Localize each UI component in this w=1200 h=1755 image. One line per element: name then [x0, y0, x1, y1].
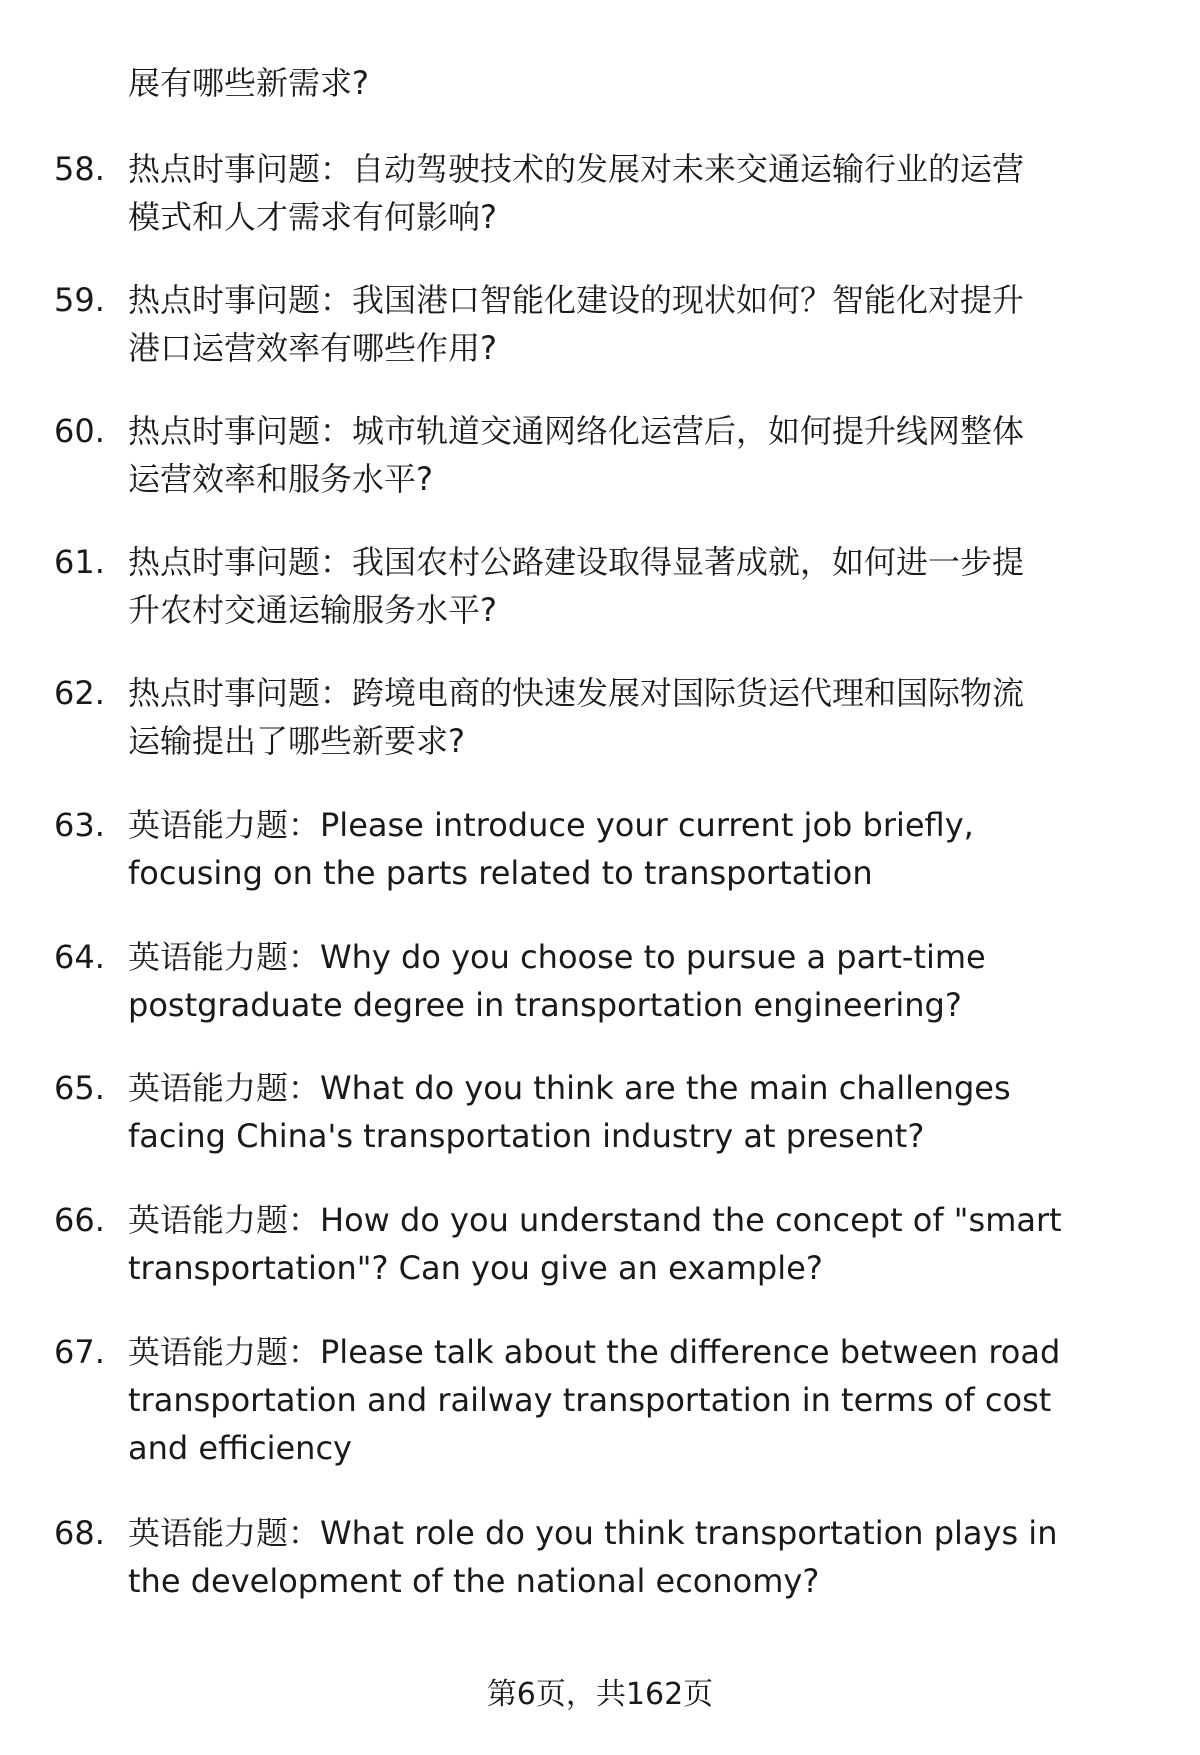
- question-text: [128, 538, 1158, 634]
- question-text: [128, 1509, 1158, 1605]
- question-text-line: 模式和人才需求有何影响?: [128, 198, 497, 236]
- question-text-line: 英语能力题：What do you think are the main challenges: [128, 1069, 1011, 1107]
- question-text: [128, 1196, 1158, 1292]
- question-text-line: 港口运营效率有哪些作用?: [128, 329, 497, 367]
- question-text: [128, 407, 1158, 503]
- question-number: 68.: [54, 1514, 105, 1552]
- question-number: 61.: [54, 543, 105, 581]
- question-text-line: transportation and railway transportation in terms of cost: [128, 1381, 1052, 1419]
- question-number: 64.: [54, 938, 105, 976]
- question-text-line: 英语能力题：How do you understand the concept of "smart: [128, 1201, 1062, 1239]
- question-text-line: transportation"? Can you give an example?: [128, 1249, 823, 1287]
- question-number: 63.: [54, 806, 105, 844]
- question-text: [128, 801, 1158, 897]
- question-text: [128, 933, 1158, 1029]
- question-text: [128, 145, 1158, 241]
- question-text-line: 运营效率和服务水平?: [128, 460, 433, 498]
- question-text-line: 英语能力题：What role do you think transportation plays in: [128, 1514, 1058, 1552]
- question-text: [128, 1064, 1158, 1160]
- question-text-line: 英语能力题：Please introduce your current job briefly,: [128, 806, 974, 844]
- question-text-line: 升农村交通运输服务水平?: [128, 591, 497, 629]
- question-text-line: 热点时事问题：我国农村公路建设取得显著成就，如何进一步提: [128, 543, 1025, 581]
- question-number: 58.: [54, 150, 105, 188]
- question-text-line: 热点时事问题：城市轨道交通网络化运营后，如何提升线网整体: [128, 412, 1025, 450]
- question-text-line: 热点时事问题：跨境电商的快速发展对国际货运代理和国际物流: [128, 674, 1025, 712]
- question-text-line: facing China's transportation industry at present?: [128, 1117, 925, 1155]
- question-number: 59.: [54, 281, 105, 319]
- question-text-line: 英语能力题：Please talk about the difference between road: [128, 1333, 1061, 1371]
- question-text-line: focusing on the parts related to transportation: [128, 854, 873, 892]
- question-number: 60.: [54, 412, 105, 450]
- question-number: 67.: [54, 1333, 105, 1371]
- question-text-line: and efficiency: [128, 1429, 352, 1467]
- page-number: 第6页，共162页: [486, 1677, 714, 1712]
- question-number: 62.: [54, 674, 105, 712]
- question-text-line: postgraduate degree in transportation engineering?: [128, 986, 962, 1024]
- question-text-line: 英语能力题：Why do you choose to pursue a part-time: [128, 938, 986, 976]
- question-text-line: 展有哪些新需求?: [128, 64, 369, 102]
- question-text-line: 运输提出了哪些新要求?: [128, 722, 465, 760]
- question-number: 66.: [54, 1201, 105, 1239]
- question-number: 65.: [54, 1069, 105, 1107]
- question-text: [128, 1328, 1158, 1472]
- question-text-line: 热点时事问题：自动驾驶技术的发展对未来交通运输行业的运营: [128, 150, 1025, 188]
- question-text: [128, 276, 1158, 372]
- question-text: [128, 669, 1158, 765]
- question-text-line: the development of the national economy?: [128, 1562, 820, 1600]
- question-text-line: 热点时事问题：我国港口智能化建设的现状如何？智能化对提升: [128, 281, 1025, 319]
